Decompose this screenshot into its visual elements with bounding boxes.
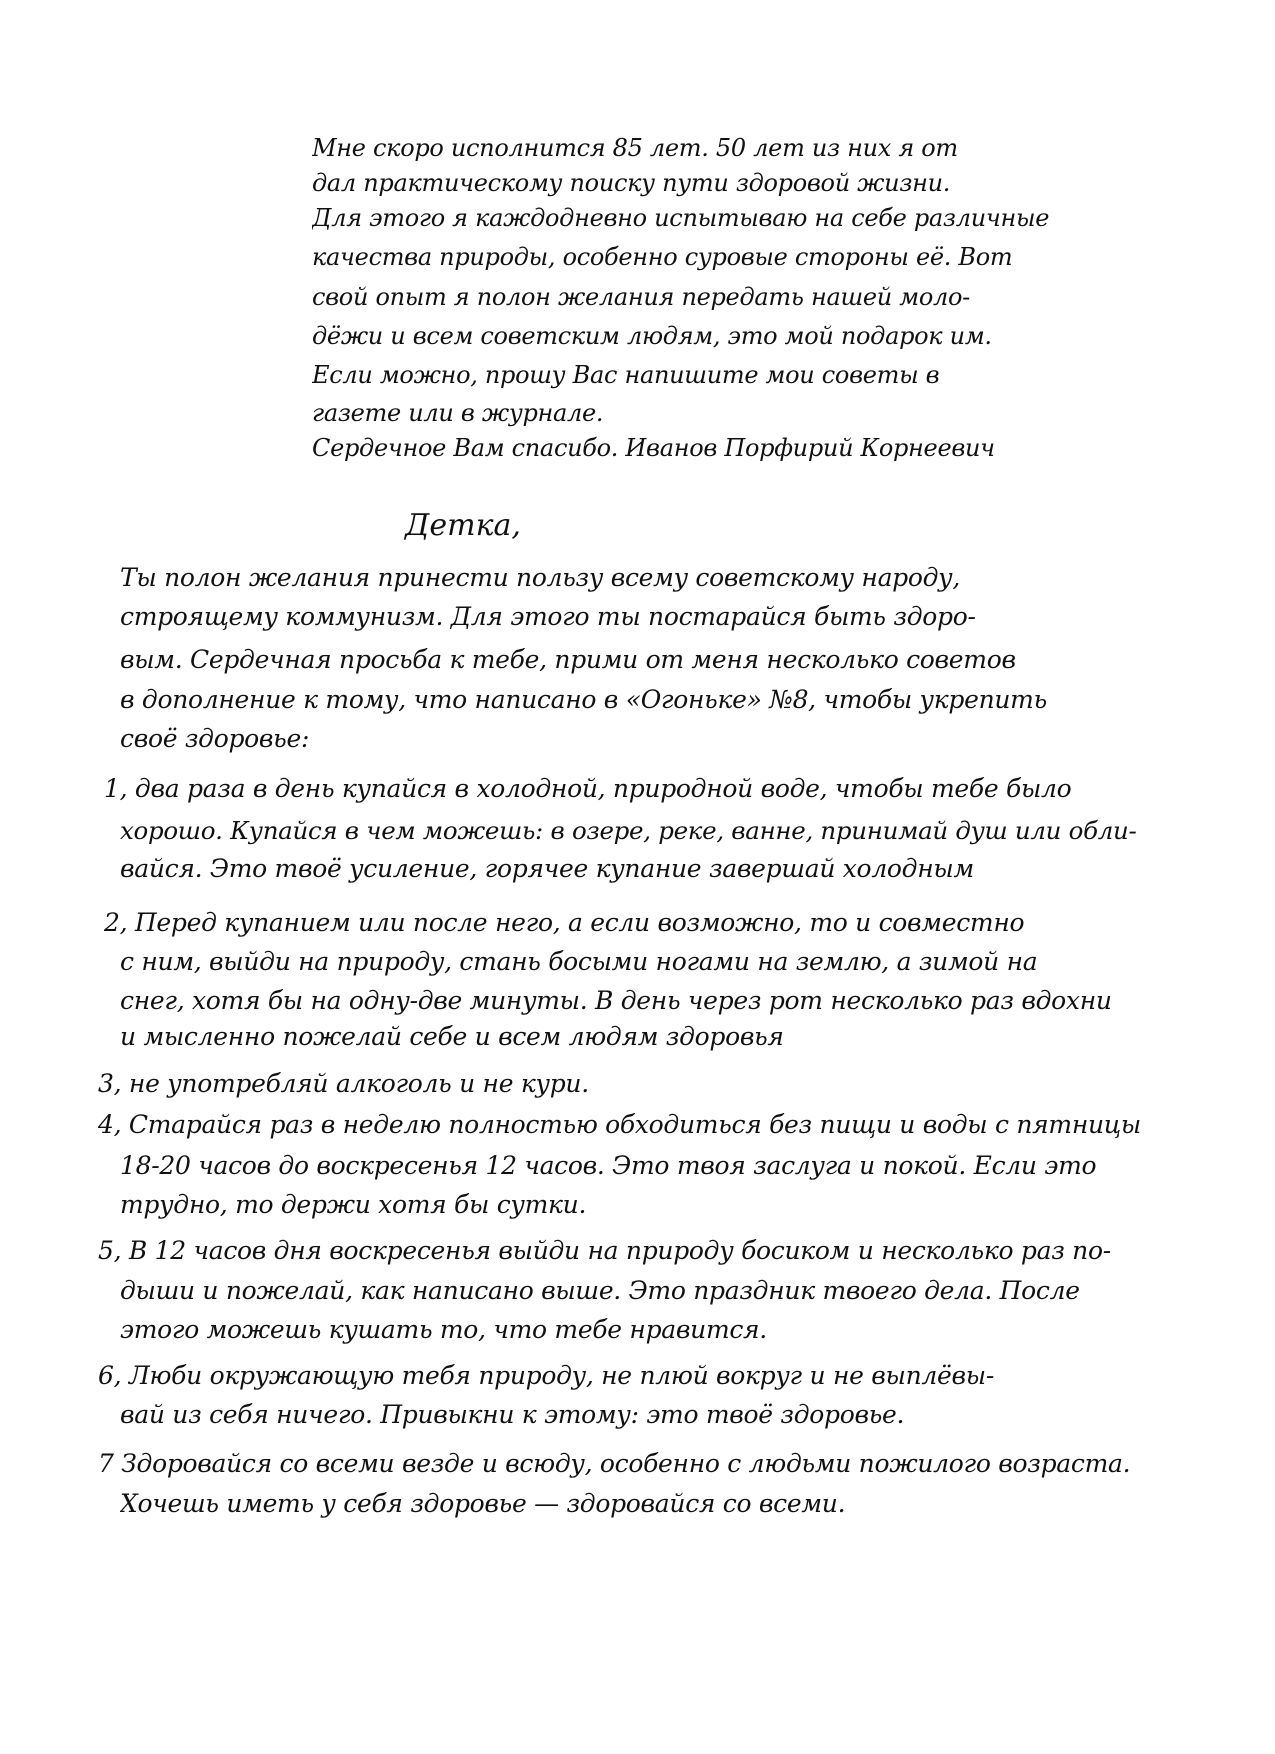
text-line: дал практическому поиску пути здоровой жизни. [312, 169, 951, 197]
advice-item-2: 2, Перед купанием или после него, а если возможно, то и совместно [104, 908, 1025, 937]
text-line: снег, хотя бы на одну-две минуты. В день через рот несколько раз вдохни [120, 986, 1112, 1015]
advice-item-4: 4, Старайся раз в неделю полностью обходиться без пищи и воды с пятницы [98, 1110, 1141, 1139]
text-line: дёжи и всем советским людям, это мой подарок им. [312, 322, 992, 350]
advice-item-6: 6, Люби окружающую тебя природу, не плюй вокруг и не выплёвы- [98, 1361, 994, 1390]
signature-line: Сердечное Вам спасибо. Иванов Порфирий Корнеевич [312, 434, 995, 462]
text-line: вым. Сердечная просьба к тебе, прими от меня несколько советов [120, 645, 1016, 674]
advice-item-3: 3, не употребляй алкоголь и не кури. [98, 1069, 589, 1098]
text-line: Ты полон желания принести пользу всему советскому народу, [120, 563, 961, 592]
text-line: в дополнение к тому, что написано в «Огоньке» №8, чтобы укрепить [120, 685, 1047, 714]
text-line: свой опыт я полон желания передать нашей моло- [312, 283, 970, 311]
text-line: и мысленно пожелай себе и всем людям здоровья [120, 1022, 784, 1051]
letter-heading: Детка, [405, 508, 521, 543]
text-line: своё здоровье: [120, 724, 310, 753]
text-line: хорошо. Купайся в чем можешь: в озере, реке, ванне, принимай душ или обли- [120, 816, 1137, 845]
text-line: 18-20 часов до воскресенья 12 часов. Это твоя заслуга и покой. Если это [120, 1151, 1097, 1180]
text-line: трудно, то держи хотя бы сутки. [120, 1190, 587, 1219]
text-line: качества природы, особенно суровые стороны её. Вот [312, 243, 1013, 271]
text-line: Для этого я каждодневно испытываю на себе различные [312, 204, 1050, 232]
advice-item-5: 5, В 12 часов дня воскресенья выйди на природу босиком и несколько раз по- [98, 1236, 1111, 1265]
text-line: с ним, выйди на природу, стань босыми ногами на землю, а зимой на [120, 947, 1038, 976]
advice-item-1: 1, два раза в день купайся в холодной, природной воде, чтобы тебе было [104, 774, 1072, 803]
text-line: вай из себя ничего. Привыкни к этому: это твоё здоровье. [120, 1400, 905, 1429]
advice-item-7: 7 Здоровайся со всеми везде и всюду, особенно с людьми пожилого возраста. [98, 1449, 1131, 1478]
text-line: этого можешь кушать то, что тебе нравится. [120, 1315, 767, 1344]
text-line: дыши и пожелай, как написано выше. Это праздник твоего дела. После [120, 1276, 1080, 1305]
text-line: Хочешь иметь у себя здоровье — здоровайся со всеми. [120, 1489, 846, 1518]
text-line: газете или в журнале. [312, 399, 604, 427]
text-line: строящему коммунизм. Для этого ты постарайся быть здоро- [120, 602, 976, 631]
text-line: Мне скоро исполнится 85 лет. 50 лет из них я от [312, 134, 958, 162]
text-line: Если можно, прошу Вас напишите мои советы в [312, 361, 940, 389]
text-line: вайся. Это твоё усиление, горячее купание завершай холодным [120, 854, 974, 883]
